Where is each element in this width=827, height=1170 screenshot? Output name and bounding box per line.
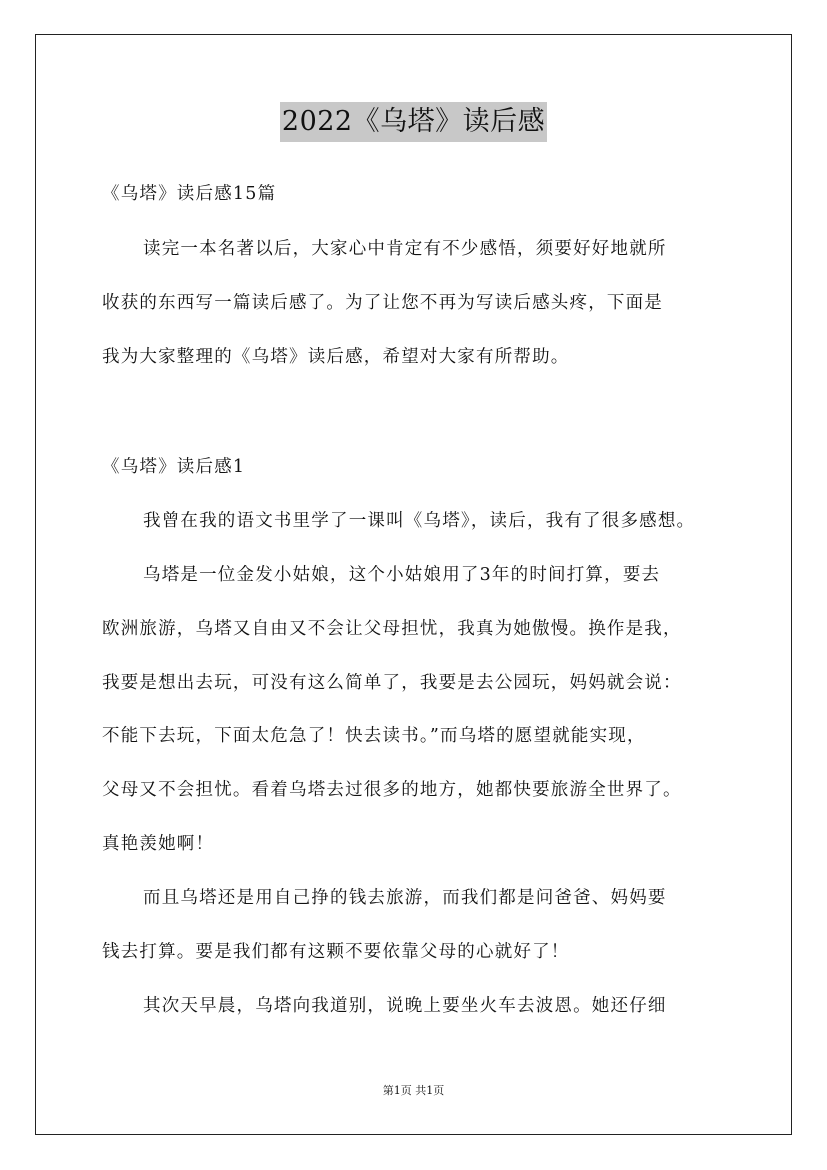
intro-line: 读完一本名著以后，大家心中肯定有不少感悟，须要好好地就所 [143,239,667,259]
title-wrapper [0,102,827,142]
intro-line: 我为大家整理的《乌塔》读后感，希望对大家有所帮助。 [102,347,570,367]
body-line: 父母又不会担忧。看着乌塔去过很多的地方，她都快要旅游全世界了。 [102,780,682,800]
body-line: 真艳羡她啊！ [102,834,215,854]
document-title: 2022《乌塔》读后感 [280,102,547,142]
intro-line: 收获的东西写一篇读后感了。为了让您不再为写读后感头疼，下面是 [102,293,663,313]
section-heading: 《乌塔》读后感1 [102,457,246,477]
body-line: 欧洲旅游，乌塔又自由又不会让父母担忧，我真为她傲慢。换作是我， [102,619,682,639]
body-line: 钱去打算。要是我们都有这颗不要依靠父母的心就好了！ [102,942,570,962]
body-line: 我要是想出去玩，可没有这么简单了，我要是去公园玩，妈妈就会说： [102,673,682,693]
body-line: 其次天早晨，乌塔向我道别，说晚上要坐火车去波恩。她还仔细 [143,996,667,1016]
body-line: 我曾在我的语文书里学了一课叫《乌塔》，读后，我有了很多感想。 [143,511,696,531]
body-line: 不能下去玩，下面太危急了！快去读书。”而乌塔的愿望就能实现， [102,726,646,746]
document-subtitle: 《乌塔》读后感15篇 [102,184,277,204]
page-footer: 第1页 共1页 [382,1084,445,1097]
body-line: 乌塔是一位金发小姑娘，这个小姑娘用了3年的时间打算，要去 [143,565,661,585]
body-line: 而且乌塔还是用自己挣的钱去旅游，而我们都是问爸爸、妈妈要 [143,888,667,908]
